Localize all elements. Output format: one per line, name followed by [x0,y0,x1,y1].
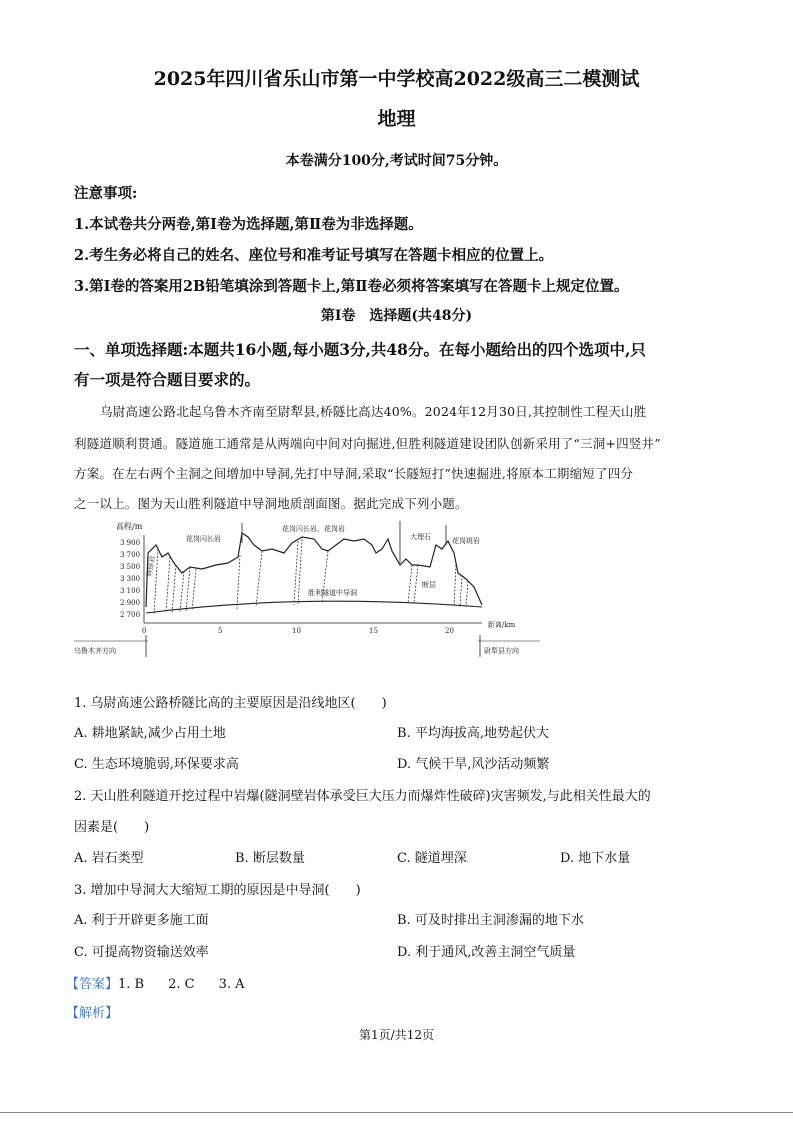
y-tick: 2 700 [120,611,141,619]
note-item: 2.考生务必将自己的姓名、座位号和准考证号填写在答题卡相应的位置上。 [74,247,554,264]
question-option: B. 断层数量 [235,851,305,866]
question-option: D. 气候干旱,风沙活动频繁 [397,757,550,772]
fault-line [172,565,176,613]
question-option: A. 岩石类型 [74,851,144,866]
question-stem-continued: 因素是( ) [74,820,150,835]
fault-line [298,539,302,605]
passage-line: 之一以上。图为天山胜利隧道中导洞地质剖面图。据此完成下列小题。 [74,496,468,511]
fault-line [166,557,170,613]
subject-title: 地理 [377,108,416,130]
passage-line: 利隧道顺利贯通。隧道施工通常是从两端向中间对向掘进,但胜利隧道建设团队创新采用了“三洞+四竖井” [74,436,661,451]
fault-line [192,569,196,611]
question-type-line: 一、单项选择题:本题共16小题,每小题3分,共48分。在每小题给出的四个选项中,只 [74,340,646,359]
y-tick: 3 300 [120,575,141,583]
fault-line [408,565,412,603]
left-direction-label: 乌鲁木齐方向 [74,647,116,655]
analysis-tag: 【解析】 [66,1006,119,1021]
x-axis-label: 距离/km [488,621,516,629]
fault-line [180,571,184,612]
y-axis-label: 高程/m [116,522,143,531]
notes-heading: 注意事项: [74,185,138,202]
answer-item: 3. A [218,977,245,992]
exam-meta: 本卷满分100分,考试时间75分钟。 [285,153,508,169]
question-stem: 1. 乌尉高速公路桥隧比高的主要原因是沿线地区( ) [74,696,387,711]
rock-label: 大理石 [410,533,431,541]
y-tick: 2 900 [120,599,141,607]
page-number: 第1页/共12页 [359,1028,434,1042]
y-tick: 3 900 [120,539,141,547]
y-tick: 3 700 [120,551,141,559]
fault-line [466,581,468,607]
answer-line [66,973,245,992]
fault-line [294,541,298,605]
fault-line [237,555,240,609]
rock-label: 花岗闪长岩、花岗岩 [282,525,345,533]
question-option: C. 生态环境脆弱,环保要求高 [74,757,239,772]
question-stem: 2. 天山胜利隧道开挖过程中岩爆(隧洞壁岩体承受巨大压力而爆炸性破碎)灾害频发,与此相关性最大的 [74,789,651,804]
fault-line [460,575,462,607]
tunnel-label: 胜利隧道中导洞 [308,589,357,597]
geologic-profile-figure [70,515,540,665]
rock-label: 辉绿岩 [145,555,157,578]
answer-item: 2. C [168,977,195,992]
rock-label: 断层 [422,581,436,589]
question-stem: 3. 增加中导洞大大缩短工期的原因是中导洞( ) [74,883,361,898]
page-bottom-divider [0,1112,793,1113]
passage-line: 乌尉高速公路北起乌鲁木齐南至尉犁县,桥隧比高达40%。2024年12月30日,其控制性工程天山胜 [100,404,647,419]
question-option: C. 隧道埋深 [397,851,467,866]
x-tick: 5 [218,627,223,635]
answer-tag: 【答案】 [66,977,119,992]
question-option: B. 可及时排出主洞渗漏的地下水 [397,913,584,928]
rock-label: 花岗闪长岩 [186,535,221,543]
fault-line [414,565,418,603]
fault-line [454,565,456,607]
question-option: D. 利于通风,改善主洞空气质量 [397,945,576,960]
fault-line [256,551,262,607]
x-tick: 15 [369,627,378,635]
y-tick: 3 100 [120,587,141,595]
x-tick: 0 [142,627,147,635]
section-title: 第Ⅰ卷 选择题(共48分) [320,308,473,324]
tunnel-line [146,601,482,613]
answer-item: 1. B [118,977,145,992]
question-option: D. 地下水量 [560,851,631,866]
y-tick: 3 500 [120,563,141,571]
fault-line [186,567,190,612]
question-option: A. 耕地紧缺,减少占用土地 [74,726,226,741]
question-option: A. 利于开辟更多施工面 [74,913,209,928]
question-option: B. 平均海拔高,地势起伏大 [397,726,549,741]
rock-label: 花岗斑岩 [452,537,480,545]
x-tick: 20 [445,627,454,635]
right-direction-label: 尉犁县方向 [484,647,519,655]
note-item: 3.第Ⅰ卷的答案用2B铅笔填涂到答题卡上,第Ⅱ卷必须将答案填写在答题卡上规定位置。 [74,278,629,295]
note-item: 1.本试卷共分两卷,第Ⅰ卷为选择题,第Ⅱ卷为非选择题。 [74,216,423,233]
x-tick: 10 [292,627,301,635]
question-option: C. 可提高物资输送效率 [74,945,209,960]
question-type-line: 有一项是符合题目要求的。 [74,370,261,389]
document-title: 2025年四川省乐山市第一中学校高2022级高三二模测试 [153,68,640,90]
passage-line: 方案。在左右两个主洞之间增加中导洞,先打中导洞,采取“长隧短打”快速掘进,将原本工期缩短了四分 [74,466,634,481]
